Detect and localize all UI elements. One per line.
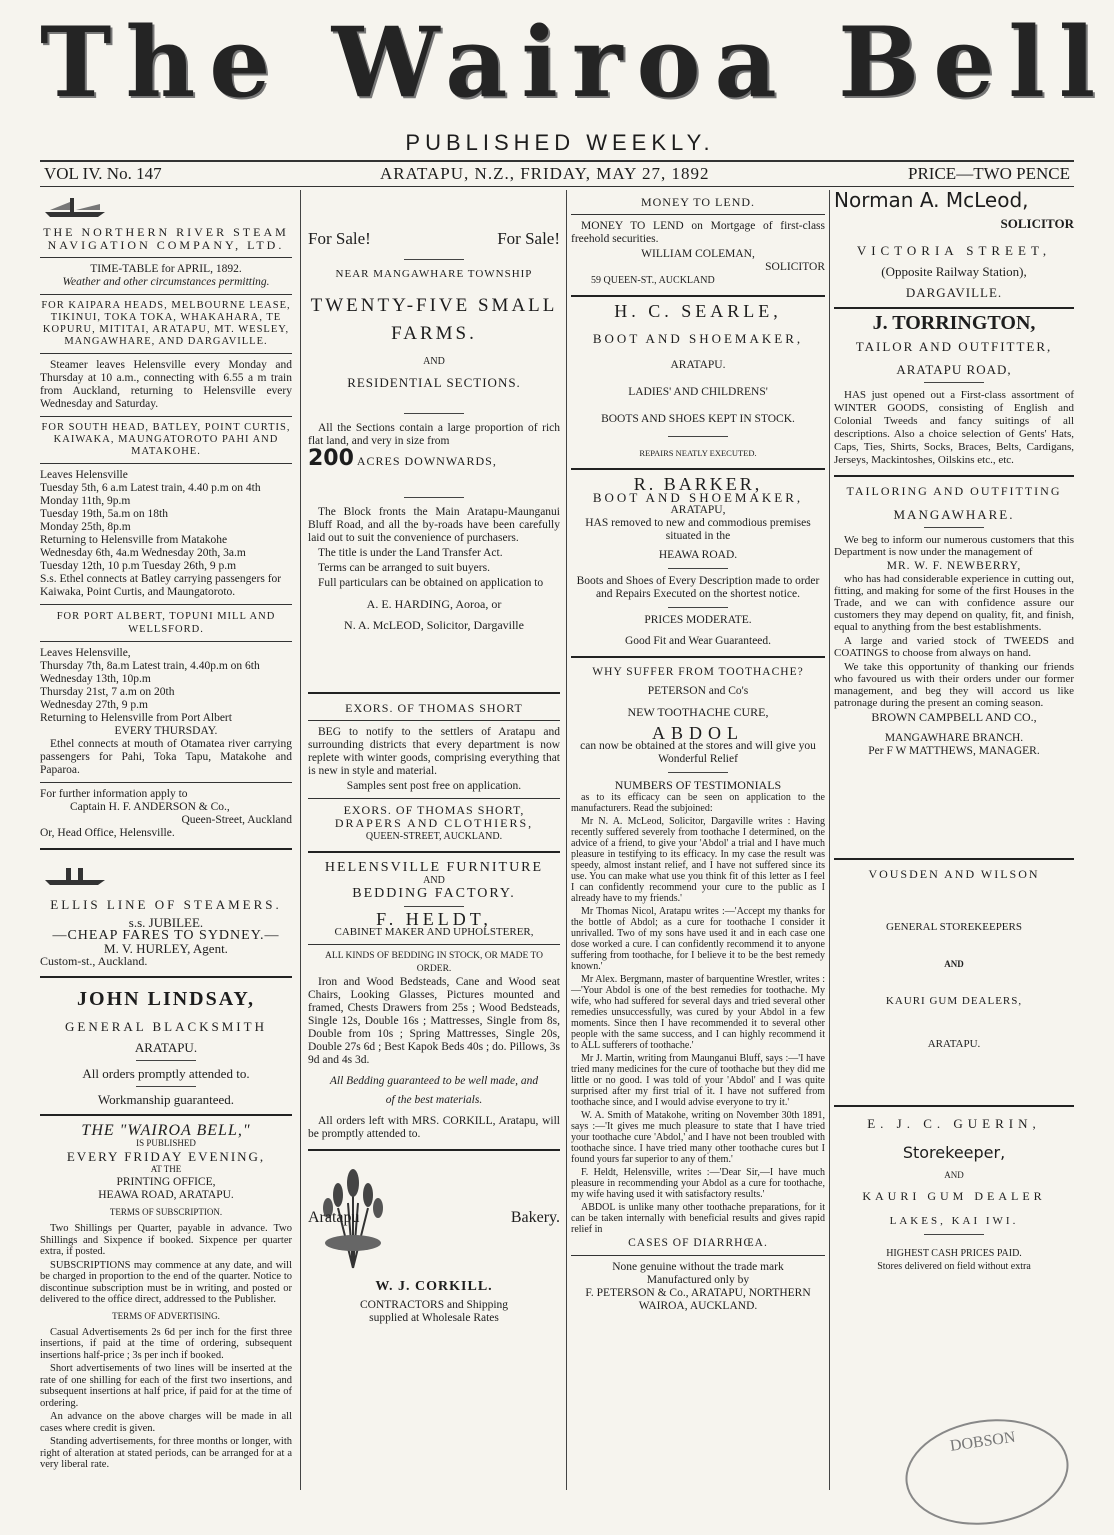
- for-sale-left: For Sale!: [308, 229, 371, 248]
- for-sale-right: For Sale!: [497, 229, 560, 248]
- schedule-line: S.s. Ethel connects at Batley carrying passengers for Kaiwaka, Point Curtis, and Maungatoroto.: [40, 573, 282, 598]
- lindsay-name: JOHN LINDSAY,: [77, 988, 255, 1010]
- diarrhoea: CASES OF DIARRHŒA.: [628, 1237, 768, 1249]
- victoria-street: VICTORIA STREET,: [856, 243, 1052, 258]
- kauri-gum-dealers: KAURI GUM DEALERS,: [885, 995, 1023, 1007]
- toothache-cure: NEW TOOTHACHE CURE,: [627, 705, 769, 719]
- testimonial: W. A. Smith of Matakohe, writing on November 30th 1891, says :—'It gives me much pleasure to state that I have tried your toothache cure 'Abdol,' and I have not been troubled with toothache since. I have tried many other toothache cures but I found yours far superior to any of them.': [571, 1110, 825, 1165]
- mangawhare-branch: MANGAWHARE BRANCH.: [884, 732, 1024, 744]
- lindsay-trade: GENERAL BLACKSMITH: [65, 1019, 267, 1034]
- queen-street: QUEEN-STREET, AUCKLAND.: [365, 831, 503, 842]
- residential-sections: RESIDENTIAL SECTIONS.: [347, 375, 521, 390]
- bell-at: AT THE: [150, 1164, 182, 1174]
- lindsay-orders: All orders promptly attended to.: [82, 1066, 250, 1081]
- advertising-text: Standing advertisements, for three months or longer, with right of alteration at stated periods, can be arranged for at a very liberal rate.: [40, 1436, 292, 1470]
- exors-heading-2: EXORS. OF THOMAS SHORT,: [343, 803, 525, 817]
- farms: FARMS.: [391, 323, 477, 344]
- wholesale: supplied at Wholesale Rates: [369, 1312, 499, 1324]
- opposite-station: (Opposite Railway Station),: [881, 264, 1027, 279]
- guarantee-line-2: of the best materials.: [385, 1094, 483, 1106]
- info-line: For further information apply to: [40, 788, 188, 800]
- route-2-schedule: [40, 469, 292, 599]
- subscription-text: Two Shillings per Quarter, payable in advance. Two Shillings and Sixpence if booked. Sixpence per quarter extra, if posted.: [40, 1223, 292, 1257]
- block-text: The title is under the Land Transfer Act.: [318, 547, 503, 559]
- torrington-name: J. TORRINGTON,: [872, 312, 1036, 334]
- advertising-text: Short advertisements of two lines will be inserted at the rate of one shilling for each of the first two insertions, and subsequent insertions at half price, if paid for at the time of ordering.: [40, 1363, 292, 1409]
- timetable: TIME-TABLE for APRIL, 1892.: [90, 263, 242, 275]
- bell-office: PRINTING OFFICE,: [116, 1176, 216, 1188]
- advertising-text: Casual Advertisements 2s 6d per inch for the first three insertions, if paid at the time of ordering, subsequent insertions half-price ; 3s per inch if booked.: [40, 1326, 292, 1361]
- boot-shoemaker: BOOT AND SHOEMAKER,: [592, 331, 804, 346]
- newberry-text: We take this opportunity of thanking our friends who favoured us with their orders under our former management, and beg they will accord us like patronage during the present an coming season.: [834, 661, 1074, 709]
- searle-name: H. C. SEARLE,: [614, 301, 782, 321]
- newberry-text: who has had considerable experience in cutting out, fitting, and making for some of the first Houses in the Trade, and we can with confidence assure our customers they may depend on quality, fit, and finish, equal to anything from the best establishments.: [834, 573, 1074, 633]
- guerin: E. J. C. GUERIN,: [867, 1116, 1041, 1131]
- info-line: Or, Head Office, Helensville.: [40, 827, 175, 839]
- bell-road: HEAWA ROAD, ARATAPU.: [98, 1189, 234, 1201]
- ellis-line-title: ELLIS LINE OF STEAMERS.: [50, 897, 282, 912]
- cheap-fares: —CHEAP FARES TO SYDNEY.—: [52, 928, 280, 943]
- column-divider: [300, 190, 301, 1490]
- steam-company-title: THE NORTHERN RIVER STEAM NAVIGATION COMPANY, LTD.: [43, 225, 289, 252]
- column-2: [308, 190, 560, 1325]
- agent: M. V. HURLEY, Agent.: [104, 941, 228, 956]
- good-fit: Good Fit and Wear Guaranteed.: [624, 635, 772, 647]
- none-genuine: None genuine without the trade mark: [612, 1261, 784, 1273]
- bedsteads-text: Iron and Wood Bedsteads, Cane and Wood seat Chairs, Looking Glasses, Pictures mounted and framed, Chests Drawers from 25s ; Wood Bedsteads, Single 12s, Double 16s ; Mattresses, Single from 8s, Double from 10s ; Spring Mattresses, Single 20s, Double 27s 6d ; Best Kapok Beds 40s ; do. Pillows, 3s 9d and 4s 3d.: [308, 976, 560, 1066]
- manufactured: Manufactured only by: [646, 1274, 750, 1286]
- newspaper-title: The Wairoa Bell: [40, 6, 1110, 119]
- corkill-name: W. J. CORKILL.: [375, 1279, 493, 1294]
- ethel-note: Ethel connects at mouth of Otamatea river carrying passengers for Pahi, Toka Tapu, Matakohe and Paparoa.: [40, 738, 292, 776]
- schedule-line: Monday 25th, 8p.m: [40, 521, 131, 533]
- tailor-outfitter: TAILOR AND OUTFITTER,: [855, 339, 1053, 354]
- schedule-line: Tuesday 5th, 6 a.m Latest train, 4.40 p.m on 4th: [40, 482, 261, 494]
- vousden-wilson: VOUSDEN AND WILSON: [868, 867, 1040, 881]
- contractors: CONTRACTORS and Shipping: [359, 1299, 509, 1311]
- we-beg-text: We beg to inform our numerous customers that this Department is now under the management of: [834, 534, 1074, 558]
- lindsay-workmanship: Workmanship guaranteed.: [97, 1092, 235, 1107]
- storekeeper: Storekeeper,: [902, 1143, 1006, 1162]
- orders-corkill: All orders left with MRS. CORKILL, Aratapu, will be promptly attended to.: [308, 1115, 560, 1140]
- contact-info: [40, 788, 292, 840]
- stores-delivered: Stores delivered on field without extra: [877, 1261, 1031, 1272]
- schedule-line: Returning to Helensville from Port Albert: [40, 712, 232, 724]
- info-line: Queen-Street, Auckland: [181, 814, 292, 826]
- terms-subscription-heading: TERMS OF SUBSCRIPTION.: [109, 1207, 223, 1217]
- tailoring-outfitting: TAILORING AND OUTFITTING: [846, 484, 1062, 498]
- schedule-line: Thursday 7th, 8a.m Latest train, 4.40p.m on 6th: [40, 660, 260, 672]
- money-heading: MONEY TO LEND.: [640, 195, 756, 209]
- price: PRICE—TWO PENCE: [908, 164, 1070, 183]
- schedule-line: Leaves Helensville,: [40, 647, 131, 659]
- weather-note: Weather and other circumstances permitting.: [62, 276, 270, 288]
- guarantee-line-1: All Bedding guaranteed to be well made, and: [329, 1075, 539, 1087]
- ladies-childrens: LADIES' AND CHILDRENS': [628, 386, 768, 398]
- route-1-heading: FOR KAIPARA HEADS, MELBOURNE LEASE, TIKINUI, TOKA TOKA, WHAKAHARA, TE KOPURU, MITITAI, ARATAPU, MT. WESLEY, MANGAWHARE, AND DARGAVILLE.: [41, 300, 291, 347]
- numbers-testimonials: NUMBERS OF TESTIMONIALS: [614, 778, 782, 792]
- dargaville: DARGAVILLE.: [905, 285, 1003, 300]
- masthead: [40, 6, 1110, 155]
- toothache-question: WHY SUFFER FROM TOOTHACHE?: [592, 666, 804, 678]
- terms-advertising-heading: TERMS OF ADVERTISING.: [112, 1310, 220, 1321]
- aratapu-2: ARATAPU,: [670, 504, 726, 516]
- solicitor: SOLICITOR: [765, 261, 825, 273]
- matthews-manager: Per F W MATTHEWS, MANAGER.: [868, 745, 1040, 757]
- testimonial: ABDOL is unlike many other toothache preparations, for it can be taken internally with beneficial results and gives rapid relief in: [571, 1202, 825, 1235]
- sections-text: All the Sections contain a large proportion of rich flat land, and very in size from: [308, 422, 560, 447]
- bell-title: THE "WAIROA BELL,": [81, 1122, 251, 1139]
- route-1-text: Steamer leaves Helensville every Monday and Thursday at 10 a.m., connecting with 6.55 a m train from Auckland, returning to Helensville every Wednesday and Saturday.: [40, 359, 292, 410]
- route-3-schedule: [40, 647, 292, 738]
- subscription-text: SUBSCRIPTIONS may commence at any date, and will be charged in proportion to the end of the quarter. Notice to discontinue subscription must be in writing, and posted or delivered to the office direct, addressed to the Publisher.: [40, 1259, 292, 1305]
- kauri-gum-dealer: KAURI GUM DEALER: [862, 1189, 1046, 1203]
- harding: A. E. HARDING, Aoroa, or: [366, 597, 502, 611]
- coleman: WILLIAM COLEMAN,: [641, 248, 755, 260]
- all-kinds-bedding: ALL KINDS OF BEDDING IN STOCK, OR MADE TO ORDER.: [325, 951, 543, 974]
- dateline: [40, 160, 1074, 187]
- mangawhare: MANGAWHARE.: [893, 507, 1015, 522]
- testimonial: Mr J. Martin, writing from Maunganui Bluff, says :—'I have tried many medicines for the cure of toothache but they did me little or no good. I was told of your 'Abdol' and I was quite surprised after my first trial of it. I have not suffered from toothache since, and I would advise everyone to try it.': [571, 1053, 825, 1108]
- schedule-line: EVERY THURSDAY.: [114, 725, 218, 737]
- custom-street: Custom-st., Auckland.: [40, 954, 148, 968]
- solicitor: SOLICITOR: [1000, 216, 1074, 231]
- testimonial: F. Heldt, Helensville, writes :—'Dear Sir,—I have much pleasure in recommending your Abdol as a cure for toothache, my wife having used it with satisfactory results.': [571, 1167, 825, 1200]
- column-3: [571, 190, 825, 1313]
- acres-number: 200: [308, 446, 354, 471]
- obtained-note: can now be obtained at the stores and will give you Wonderful Relief: [580, 740, 816, 765]
- prices-moderate: PRICES MODERATE.: [644, 614, 752, 626]
- acres-text: ACRES DOWNWARDS,: [356, 454, 497, 468]
- column-divider: [829, 190, 830, 1490]
- aratapu: ARATAPU.: [927, 1038, 981, 1050]
- bakery-left: Aratapu: [308, 1209, 360, 1226]
- testimonial: as to its efficacy can be seen on application to the manufacturers. Read the subjoined:: [571, 792, 825, 814]
- lakes-kai-iwi: LAKES, KAI IWI.: [889, 1215, 1019, 1227]
- bell-published: IS PUBLISHED: [136, 1138, 196, 1148]
- column-1: [40, 190, 292, 1473]
- ink-stamp: [899, 1409, 1076, 1535]
- highest-prices: HIGHEST CASH PRICES PAID.: [886, 1248, 1022, 1259]
- boot-shoemaker-2: BOOT AND SHOEMAKER,: [592, 490, 804, 505]
- volume-number: VOL IV. No. 147: [44, 164, 162, 183]
- mcleod-dargaville: N. A. McLEOD, Solicitor, Dargaville: [344, 618, 524, 632]
- bakery-right: Bakery.: [510, 1209, 560, 1226]
- heawa-road: HEAWA ROAD.: [658, 549, 738, 561]
- repairs-note: REPAIRS NEATLY EXECUTED.: [639, 448, 757, 458]
- removed-text: HAS removed to new and commodious premises situated in the: [585, 517, 811, 542]
- boots-description: Boots and Shoes of Every Description made to order and Repairs Executed on the shortest notice.: [576, 575, 820, 600]
- peterson-address: F. PETERSON & Co., ARATAPU, NORTHERN WAIROA, AUCKLAND.: [585, 1287, 811, 1312]
- drapers-clothiers: DRAPERS AND CLOTHIERS,: [334, 816, 534, 830]
- winter-goods-text: HAS just opened out a First-class assortment of WINTER GOODS, consisting of English and Colonial Tweeds and fancy suitings of all descriptions. Also a choice selection of Gents' Hats, Caps, Ties, Shirts, Socks, Braces, Belts, Cardigans, Jerseys, Mackintoshes, Oilskins etc., etc.: [834, 389, 1074, 466]
- schedule-line: Wednesday 13th, 10p.m: [40, 673, 151, 685]
- block-text: Full particulars can be obtained on application to: [318, 577, 544, 589]
- schedule-line: Returning to Helensville from Matakohe: [40, 534, 228, 546]
- and-word: AND: [423, 875, 445, 886]
- exors-text: BEG to notify to the settlers of Aratapu and surrounding districts that every department is now replete with winter goods, comprising everything that is new in style and material.: [308, 726, 560, 777]
- info-line: Captain H. F. ANDERSON & Co.,: [70, 801, 230, 813]
- steamship-icon: [40, 862, 110, 886]
- norman-mcleod: Norman A. McLeod,: [834, 188, 1029, 212]
- testimonial: Mr N. A. McLeod, Solicitor, Dargaville writes : Having recently suffered severely from toothache I determined, on the advice of a friend, to give your 'Abdol' a trial and I have much pleasure in testifying to its efficacy. In my case the result was speedy, almost instant relief, and I have not suffered since its use. You can make what use you think fit of this letter as I feel I can confidently recommend your cure to the public as I already have to my friends.': [571, 816, 825, 904]
- testimonial: Mr Thomas Nicol, Aratapu writes :—'Accept my thanks for the bottle of Abdol; as a cure for toothache I consider it unrivalled. Two of my sons have used it and in each case one dose worked a cure. I can confidently recommend it to anyone suffering from toothache, for I believe it to be the best remedy known.': [571, 906, 825, 972]
- aratapu-road: ARATAPU ROAD,: [896, 362, 1012, 377]
- and-word: AND: [423, 356, 445, 367]
- steamship-icon: [40, 194, 110, 218]
- general-storekeepers: GENERAL STOREKEEPERS: [886, 921, 1022, 933]
- helensville-furniture: HELENSVILLE FURNITURE: [324, 860, 544, 875]
- exors-heading: EXORS. OF THOMAS SHORT: [345, 701, 523, 715]
- route-2-heading: FOR SOUTH HEAD, BATLEY, POINT CURTIS, KAIWAKA, MAUNGATOROTO PAHI AND MATAKOHE.: [41, 422, 291, 457]
- aratapu: ARATAPU.: [670, 359, 726, 371]
- schedule-line: Leaves Helensville: [40, 469, 128, 481]
- boots-kept: BOOTS AND SHOES KEPT IN STOCK.: [601, 413, 795, 425]
- route-3-heading: FOR PORT ALBERT, TOPUNI MILL AND WELLSFORD.: [56, 611, 276, 635]
- testimonial: Mr Alex. Bergmann, master of barquentine Wrestler, writes :—'Your Abdol is one of the best remedies for toothache. My wife, who had suffered for several days and tried several other remedies unsuccessfully, was cured by your Abdol in a few moments. Since then I have recommended it to several other people with the same success, and I can highly recommend it to ALL sufferers of toothache.': [571, 974, 825, 1051]
- published-weekly: PUBLISHED WEEKLY.: [405, 130, 715, 155]
- brown-campbell: BROWN CAMPBELL AND CO.,: [871, 710, 1037, 724]
- schedule-line: Tuesday 12th, 10 p.m Tuesday 26th, 9 p.m: [40, 560, 237, 572]
- peterson-co: PETERSON and Co's: [647, 685, 749, 697]
- bedding-factory: BEDDING FACTORY.: [352, 886, 516, 901]
- place-date: ARATAPU, N.Z., FRIDAY, MAY 27, 1892: [380, 164, 710, 183]
- twenty-five-small: TWENTY-FIVE SMALL: [310, 295, 558, 316]
- jubilee: s.s. JUBILEE.: [128, 915, 204, 930]
- advertising-text: An advance on the above charges will be made in all cases where credit is given.: [40, 1411, 292, 1434]
- abdol-title: ABDOL: [652, 723, 744, 743]
- schedule-line: Monday 11th, 9p.m: [40, 495, 131, 507]
- and-word: AND: [944, 959, 964, 969]
- samples-note: Samples sent post free on application.: [346, 780, 522, 792]
- queen-59: 59 QUEEN-ST., AUCKLAND: [591, 275, 715, 286]
- stamp-text: DOBSON: [948, 1428, 1017, 1455]
- newberry-text: A large and varied stock of TWEEDS and COATINGS to choose from always on hand.: [834, 635, 1074, 659]
- bell-every-friday: EVERY FRIDAY EVENING,: [66, 1149, 266, 1164]
- newberry: MR. W. F. NEWBERRY,: [886, 560, 1022, 572]
- column-divider: [566, 190, 567, 1490]
- block-text: Terms can be arranged to suit buyers.: [318, 562, 490, 574]
- and-word: AND: [944, 1170, 964, 1180]
- column-4: [834, 190, 1074, 1273]
- schedule-line: Wednesday 6th, 4a.m Wednesday 20th, 3a.m: [40, 547, 246, 559]
- schedule-line: Wednesday 27th, 9 p.m: [40, 699, 148, 711]
- money-text: MONEY TO LEND on Mortgage of first-class freehold securities.: [571, 220, 825, 245]
- schedule-line: Tuesday 19th, 5a.m on 18th: [40, 508, 168, 520]
- lindsay-place: ARATAPU.: [134, 1040, 198, 1055]
- cabinet-maker: CABINET MAKER AND UPHOLSTERER,: [334, 926, 534, 938]
- near-mangawhare: NEAR MANGAWHARE TOWNSHIP: [335, 268, 533, 280]
- barker-name: R. BARKER,: [633, 474, 763, 494]
- heldt-name: F. HELDT,: [376, 909, 492, 929]
- block-text: The Block fronts the Main Aratapu-Maunganui Bluff Road, and all the by-roads have been carefully laid out to suit the convenience of purchasers.: [308, 506, 560, 544]
- schedule-line: Thursday 21st, 7 a.m on 20th: [40, 686, 175, 698]
